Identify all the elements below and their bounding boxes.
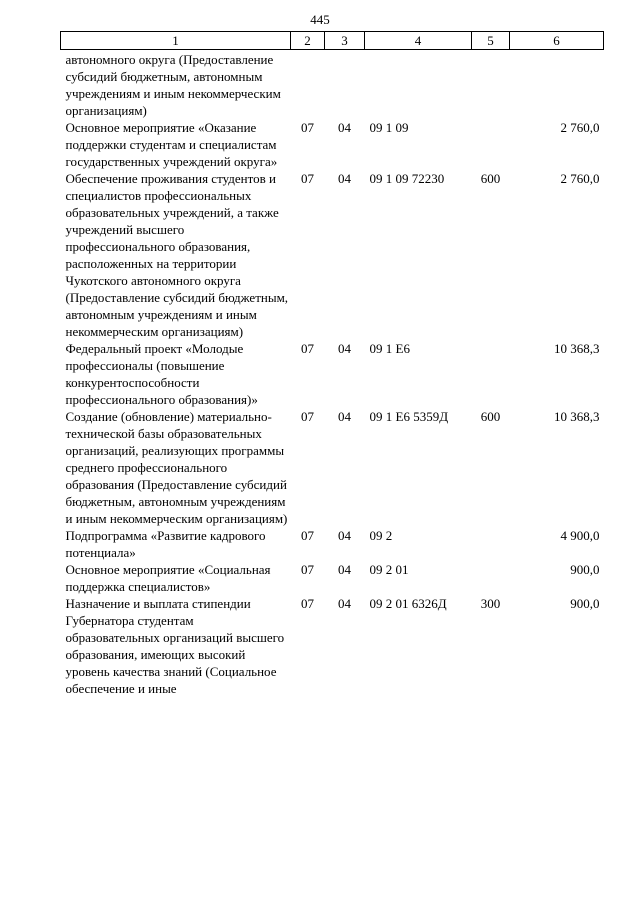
column-header: 3 bbox=[325, 32, 365, 50]
row-amount: 4 900,0 bbox=[560, 528, 600, 543]
row-name: Основное мероприятие «Социальная поддержка специалистов» bbox=[65, 562, 271, 594]
page-number: 445 bbox=[310, 12, 330, 27]
row-section: 07 bbox=[301, 341, 314, 356]
table-row bbox=[61, 170, 604, 340]
row-expense-type bbox=[472, 340, 510, 408]
table-header-row bbox=[61, 32, 604, 50]
row-target-code: 09 1 09 72230 bbox=[369, 171, 445, 186]
row-amount: 2 760,0 bbox=[560, 120, 600, 135]
row-expense-type bbox=[472, 119, 510, 170]
row-target-code: 09 2 01 bbox=[369, 562, 409, 577]
row-target-code: 09 2 01 6326Д bbox=[369, 596, 447, 611]
row-name: Обеспечение проживания студентов и специалистов профессиональных образовательных учреждений, а также учреждений высшего профессионального образования, расположенных на территории Чукотского автономного округа (Предоставление субсидий бюджетным, автономным учреждениям и иным некоммерческим организациям) bbox=[65, 171, 289, 339]
column-header: 4 bbox=[365, 32, 472, 50]
row-section: 07 bbox=[301, 171, 314, 186]
row-name: Подпрограмма «Развитие кадрового потенциала» bbox=[65, 528, 266, 560]
row-amount bbox=[510, 50, 604, 120]
column-header: 6 bbox=[510, 32, 604, 50]
row-expense-type: 600 bbox=[480, 171, 501, 186]
table-row bbox=[61, 50, 604, 120]
row-section: 07 bbox=[301, 562, 314, 577]
row-name: Назначение и выплата стипендии Губернатора студентам образовательных организаций высшего образования, имеющих высокий уровень качества знаний (Социальное обеспечение и иные bbox=[65, 596, 285, 696]
row-subsection: 04 bbox=[338, 562, 351, 577]
row-amount: 10 368,3 bbox=[554, 341, 600, 356]
row-subsection: 04 bbox=[338, 596, 351, 611]
column-header: 1 bbox=[61, 32, 291, 50]
row-subsection: 04 bbox=[338, 120, 351, 135]
row-target-code: 09 1 09 bbox=[369, 120, 409, 135]
row-target-code: 09 2 bbox=[369, 528, 393, 543]
row-name: Создание (обновление) материально-технической базы образовательных организаций, реализующих программы среднего профессионального образования (Предоставление субсидий бюджетным, автономным учреждениям и иным некоммерческим организациям) bbox=[65, 409, 288, 526]
table-row bbox=[61, 561, 604, 595]
row-subsection: 04 bbox=[338, 341, 351, 356]
table-row bbox=[61, 408, 604, 527]
budget-table bbox=[60, 31, 604, 697]
row-section: 07 bbox=[301, 596, 314, 611]
row-expense-type: 300 bbox=[480, 596, 501, 611]
row-target-code: 09 1 E6 bbox=[369, 341, 410, 356]
row-section: 07 bbox=[301, 409, 314, 424]
row-expense-type bbox=[472, 527, 510, 561]
table-row bbox=[61, 527, 604, 561]
row-subsection: 04 bbox=[338, 171, 351, 186]
table-row bbox=[61, 340, 604, 408]
row-section bbox=[291, 50, 325, 120]
row-target-code: 09 1 E6 5359Д bbox=[369, 409, 449, 424]
table-row bbox=[61, 595, 604, 697]
row-name: Федеральный проект «Молодые профессионалы (повышение конкурентоспособности профессионального образования)» bbox=[65, 341, 258, 407]
row-subsection: 04 bbox=[338, 528, 351, 543]
table-row bbox=[61, 119, 604, 170]
row-target-code bbox=[365, 50, 472, 120]
column-header: 2 bbox=[291, 32, 325, 50]
row-expense-type: 600 bbox=[480, 409, 501, 424]
row-amount: 10 368,3 bbox=[554, 409, 600, 424]
row-amount: 900,0 bbox=[570, 562, 600, 577]
row-amount: 900,0 bbox=[570, 596, 600, 611]
column-header: 5 bbox=[472, 32, 510, 50]
row-expense-type bbox=[472, 561, 510, 595]
row-name: Основное мероприятие «Оказание поддержки студентам и специалистам государственных учреждений округа» bbox=[65, 120, 278, 169]
row-amount: 2 760,0 bbox=[560, 171, 600, 186]
row-subsection: 04 bbox=[338, 409, 351, 424]
row-name: автономного округа (Предоставление субсидий бюджетным, автономным учреждениям и иным некоммерческим организациям) bbox=[65, 52, 281, 118]
row-section: 07 bbox=[301, 120, 314, 135]
row-subsection bbox=[325, 50, 365, 120]
row-expense-type bbox=[472, 50, 510, 120]
row-section: 07 bbox=[301, 528, 314, 543]
